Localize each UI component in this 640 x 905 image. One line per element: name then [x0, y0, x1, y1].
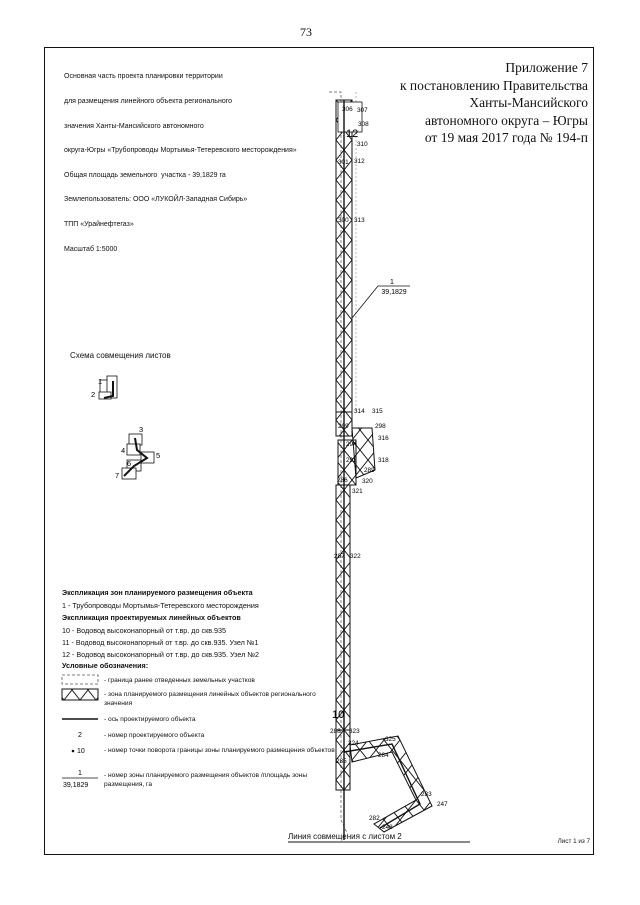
object-label: 10: [332, 709, 345, 721]
point-label: 286: [337, 477, 348, 484]
point-label: 294: [346, 441, 357, 448]
point-label: 300: [338, 217, 349, 224]
point-label: 323: [349, 728, 360, 735]
legend-symbol-boundary: [62, 675, 98, 684]
zones-title: Экспликация зон планируемого размещения объекта: [62, 588, 253, 597]
point-label: 315: [372, 408, 383, 415]
object-item: 10 - Водовод высоконапорный от т.вр. до скв.935: [62, 626, 227, 635]
combine-line-label: Линия совмещения с листом 2: [288, 832, 402, 841]
point-label: 288: [330, 728, 341, 735]
scheme-label: 3: [139, 425, 144, 434]
point-label: 301: [338, 159, 349, 166]
zone-callout-area: 39,1829: [381, 289, 407, 296]
legend-symbol-zone: [62, 689, 98, 700]
scheme-label: 2: [91, 390, 96, 399]
appendix-line: от 19 мая 2017 года № 194-п: [424, 130, 588, 145]
header-line: ТПП «Урайнефтегаз»: [64, 221, 134, 229]
point-label: 314: [354, 408, 365, 415]
legend-symbol-point-dot: [72, 750, 75, 753]
point-label: 283: [421, 791, 432, 798]
point-label: 298: [375, 423, 386, 430]
legend-title: Условные обозначения:: [62, 661, 149, 670]
point-label: 284: [378, 752, 389, 759]
legend-item: - номер точки поворота границы зоны планируемого размещения объектов: [104, 747, 335, 754]
point-label: 299: [338, 423, 349, 430]
point-label: 293: [346, 457, 357, 464]
point-label: 287: [334, 553, 345, 560]
scheme-label: 4: [121, 446, 126, 455]
point-label: 247: [437, 801, 448, 808]
appendix-line: к постановлению Правительства: [399, 77, 588, 93]
zone-callout-num: 1: [390, 279, 394, 286]
planned-zone: [350, 736, 432, 832]
object-item: 11 - Водовод высоконапорный от т.вр. до скв.935. Узел №1: [62, 638, 259, 647]
header-line: для размещения линейного объекта регионального: [64, 98, 232, 106]
header-line: Масштаб 1:5000: [64, 245, 118, 253]
appendix-line: Приложение 7: [505, 60, 588, 75]
object-item: 12 - Водовод высоконапорный от т.вр. до скв.935. Узел №2: [62, 650, 260, 659]
legend-symbol-zone-num: 1: [78, 770, 82, 777]
legend-item: - ось проектируемого объекта: [104, 716, 196, 723]
page-number: 73: [300, 25, 312, 39]
legend-item: - граница ранее отведенных земельных участков: [104, 677, 255, 684]
objects-title: Экспликация проектируемых линейных объектов: [62, 613, 241, 622]
scheme-label: 1: [98, 377, 103, 386]
scheme-label: 5: [156, 451, 161, 460]
point-label: 325: [385, 736, 396, 743]
object-label: 12: [346, 128, 359, 140]
point-label: 324: [348, 740, 359, 747]
legend-item: - номер проектируемого объекта: [104, 732, 205, 739]
appendix-line: автономного округа – Югры: [425, 112, 588, 128]
legend-symbol-zone-area: 39,1829: [63, 782, 89, 789]
point-label: 322: [350, 553, 361, 560]
scheme-label: 6: [127, 459, 132, 468]
zone-item: 1 - Трубопроводы Мортымья-Тетеревского месторождения: [62, 601, 259, 610]
header-line: округа-Югры «Трубопроводы Мортымья-Тетеревского месторождения»: [64, 147, 297, 155]
point-label: 282: [369, 815, 380, 822]
legend-item: - зона планируемого размещения линейных объектов регионального значения: [104, 691, 316, 707]
legend-item: - номер зоны планируемого размещения объектов /площадь зоны размещения, га: [104, 772, 308, 788]
legend-symbol-point-number: 10: [77, 748, 85, 755]
point-label: 313: [354, 217, 365, 224]
point-label: 307: [357, 107, 368, 114]
point-label: 312: [354, 158, 365, 165]
point-label: 318: [378, 457, 389, 464]
point-label: 320: [362, 478, 373, 485]
point-label: 310: [357, 141, 368, 148]
point-label: 306: [342, 106, 353, 113]
point-label: 285: [336, 758, 347, 765]
appendix-line: Ханты-Мансийского: [469, 95, 588, 110]
header-line: Основная часть проекта планировки территории: [64, 73, 223, 81]
point-label: 321: [352, 488, 363, 495]
header-line: Общая площадь земельного участка - 39,1829 га: [64, 171, 226, 179]
scheme-label: 7: [115, 471, 120, 480]
point-label: 248: [382, 824, 393, 831]
sheet-label: Лист 1 из 7: [557, 838, 590, 845]
point-label: 308: [358, 121, 369, 128]
header-line: Землепользователь: ООО «ЛУКОЙЛ-Западная Сибирь»: [64, 196, 248, 204]
scheme-title: Схема совмещения листов: [70, 351, 171, 360]
point-label: 316: [378, 435, 389, 442]
point-label: 289: [364, 467, 375, 474]
header-line: значения Ханты-Мансийского автономного: [64, 122, 204, 130]
legend-symbol-object-number: 2: [78, 732, 82, 739]
